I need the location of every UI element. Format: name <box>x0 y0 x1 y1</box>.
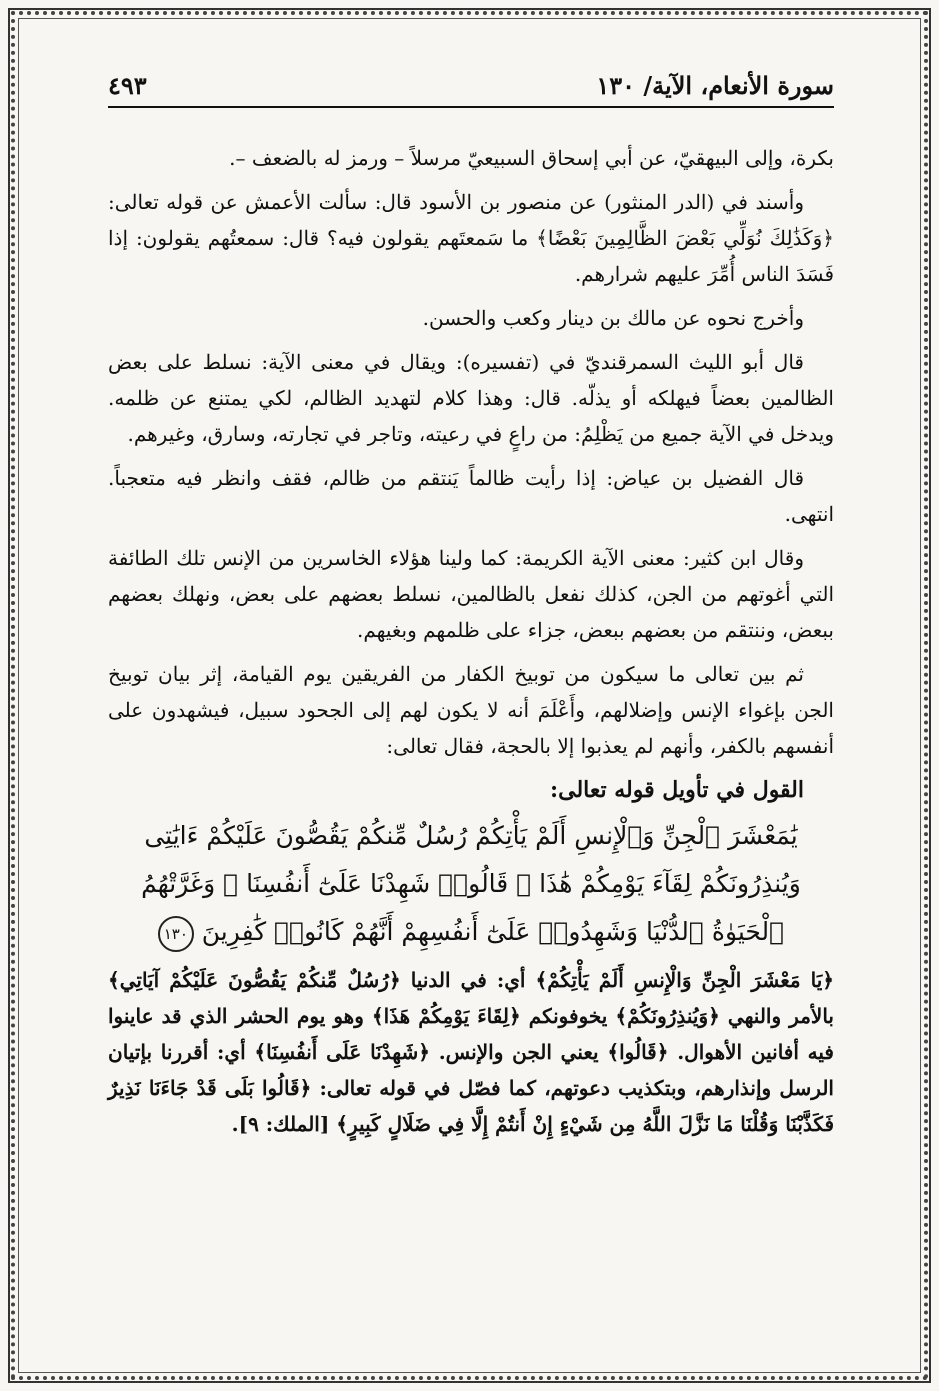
commentary-paragraph: ﴿يَا مَعْشَرَ الْجِنِّ وَالْإِنسِ أَلَمْ يَأْتِكُمْ﴾ أي: في الدنيا ﴿رُسُلٌ مِّنكُمْ يَقُصُّونَ عَلَيْكُمْ آيَاتِي﴾ بالأمر والنهي ﴿وَيُنذِرُونَكُمْ﴾ يخوفونكم ﴿لِقَاءَ يَوْمِكُمْ هَذَا﴾ وهو يوم الحشر الذي قد عاينوا فيه أفانين الأهوال. ﴿قَالُوا﴾ يعني الجن والإنس. ﴿شَهِدْنَا عَلَى أَنفُسِنَا﴾ أي: أقررنا بإتيان الرسل وإنذارهم، وبتكذيب دعوتهم، كما فصّل في قوله تعالى: ﴿قَالُوا بَلَى قَدْ جَاءَنَا نَذِيرٌ فَكَذَّبْنَا وَقُلْنَا مَا نَزَّلَ اللَّهُ مِن شَيْءٍ إِنْ أَنتُمْ إِلَّا فِي ضَلَالٍ كَبِيرٍ﴾ [الملك: ٩]. <box>108 968 834 1136</box>
paragraph: وقال ابن كثير: معنى الآية الكريمة: كما ولينا هؤلاء الخاسرين من الإنس تلك الطائفة التي أغوتهم من الجن، كذلك نفعل بالظالمين، نسلط بعضهم على بعض، ونهلك بعضهم ببعض، وننتقم من بعضهم ببعض، جزاء على ظلمهم وبغيهم. <box>108 546 834 642</box>
paragraph: وأسند في (الدر المنثور) عن منصور بن الأسود قال: سألت الأعمش عن قوله تعالى: ﴿وَكَذَٰلِكَ نُوَلِّي بَعْضَ الظَّالِمِينَ بَعْضًا﴾ ما سَمعتَهم يقولون فيه؟ قال: سمعتُهم يقولون: إذا فَسَدَ الناس أُمِّرَ عليهم شرارهم. <box>108 190 834 286</box>
header-title: سورة الأنعام، الآية/ ١٣٠ <box>596 71 834 100</box>
paragraph: بكرة، وإلى البيهقيّ، عن أبي إسحاق السبيعيّ مرسلاً – ورمز له بالضعف –. <box>229 146 834 170</box>
paragraph: وأخرج نحوه عن مالك بن دينار وكعب والحسن. <box>422 306 804 330</box>
quran-verse <box>118 812 824 956</box>
paragraph: قال الفضيل بن عياض: إذا رأيت ظالماً يَنتقم من ظالم، فقف وانظر فيه متعجباً. انتهى. <box>108 466 834 526</box>
paragraph: ثم بين تعالى ما سيكون من توبيخ الكفار من الفريقين يوم القيامة، إثر بيان توبيخ الجن بإغواء الإنس وإضلالهم، وأَعْلَمَ أنه لا يكون لهم إلى الجحود سبيل، فيشهدون على أنفسهم بالكفر، وأنهم لم يعذبوا إلا بالحجة، فقال تعالى: <box>108 662 834 758</box>
section-heading: القول في تأويل قوله تعالى: <box>550 777 804 803</box>
paragraph: قال أبو الليث السمرقنديّ في (تفسيره): ويقال في معنى الآية: نسلط على بعض الظالمين بعضاً فيهلكه أو يذلّه. قال: وهذا كلام لتهديد الظالم، لكي يمتنع عن ظلمه. ويدخل في الآية جميع من يَظْلِمُ: من راعٍ في رعيته، وتاجر في تجارته، وسارق، وغيرهم. <box>108 350 834 446</box>
verse-text: يَٰمَعْشَرَ ٱلْجِنِّ وَٱلْإِنسِ أَلَمْ يَأْتِكُمْ رُسُلٌ مِّنكُمْ يَقُصُّونَ عَلَيْكُمْ ءَايَٰتِى وَيُنذِرُونَكُمْ لِقَآءَ يَوْمِكُمْ هَٰذَا ۚ قَالُوا۟ شَهِدْنَا عَلَىٰٓ أَنفُسِنَا ۖ وَغَرَّتْهُمُ ٱلْحَيَوٰةُ ٱلدُّنْيَا وَشَهِدُوا۟ عَلَىٰٓ أَنفُسِهِمْ أَنَّهُمْ كَانُوا۟ كَٰفِرِينَ <box>141 821 801 946</box>
running-header <box>108 60 834 108</box>
verse-number-marker: ١٣٠ <box>158 916 194 952</box>
page-body <box>108 140 834 1150</box>
page-number: ٤٩٣ <box>108 71 147 100</box>
